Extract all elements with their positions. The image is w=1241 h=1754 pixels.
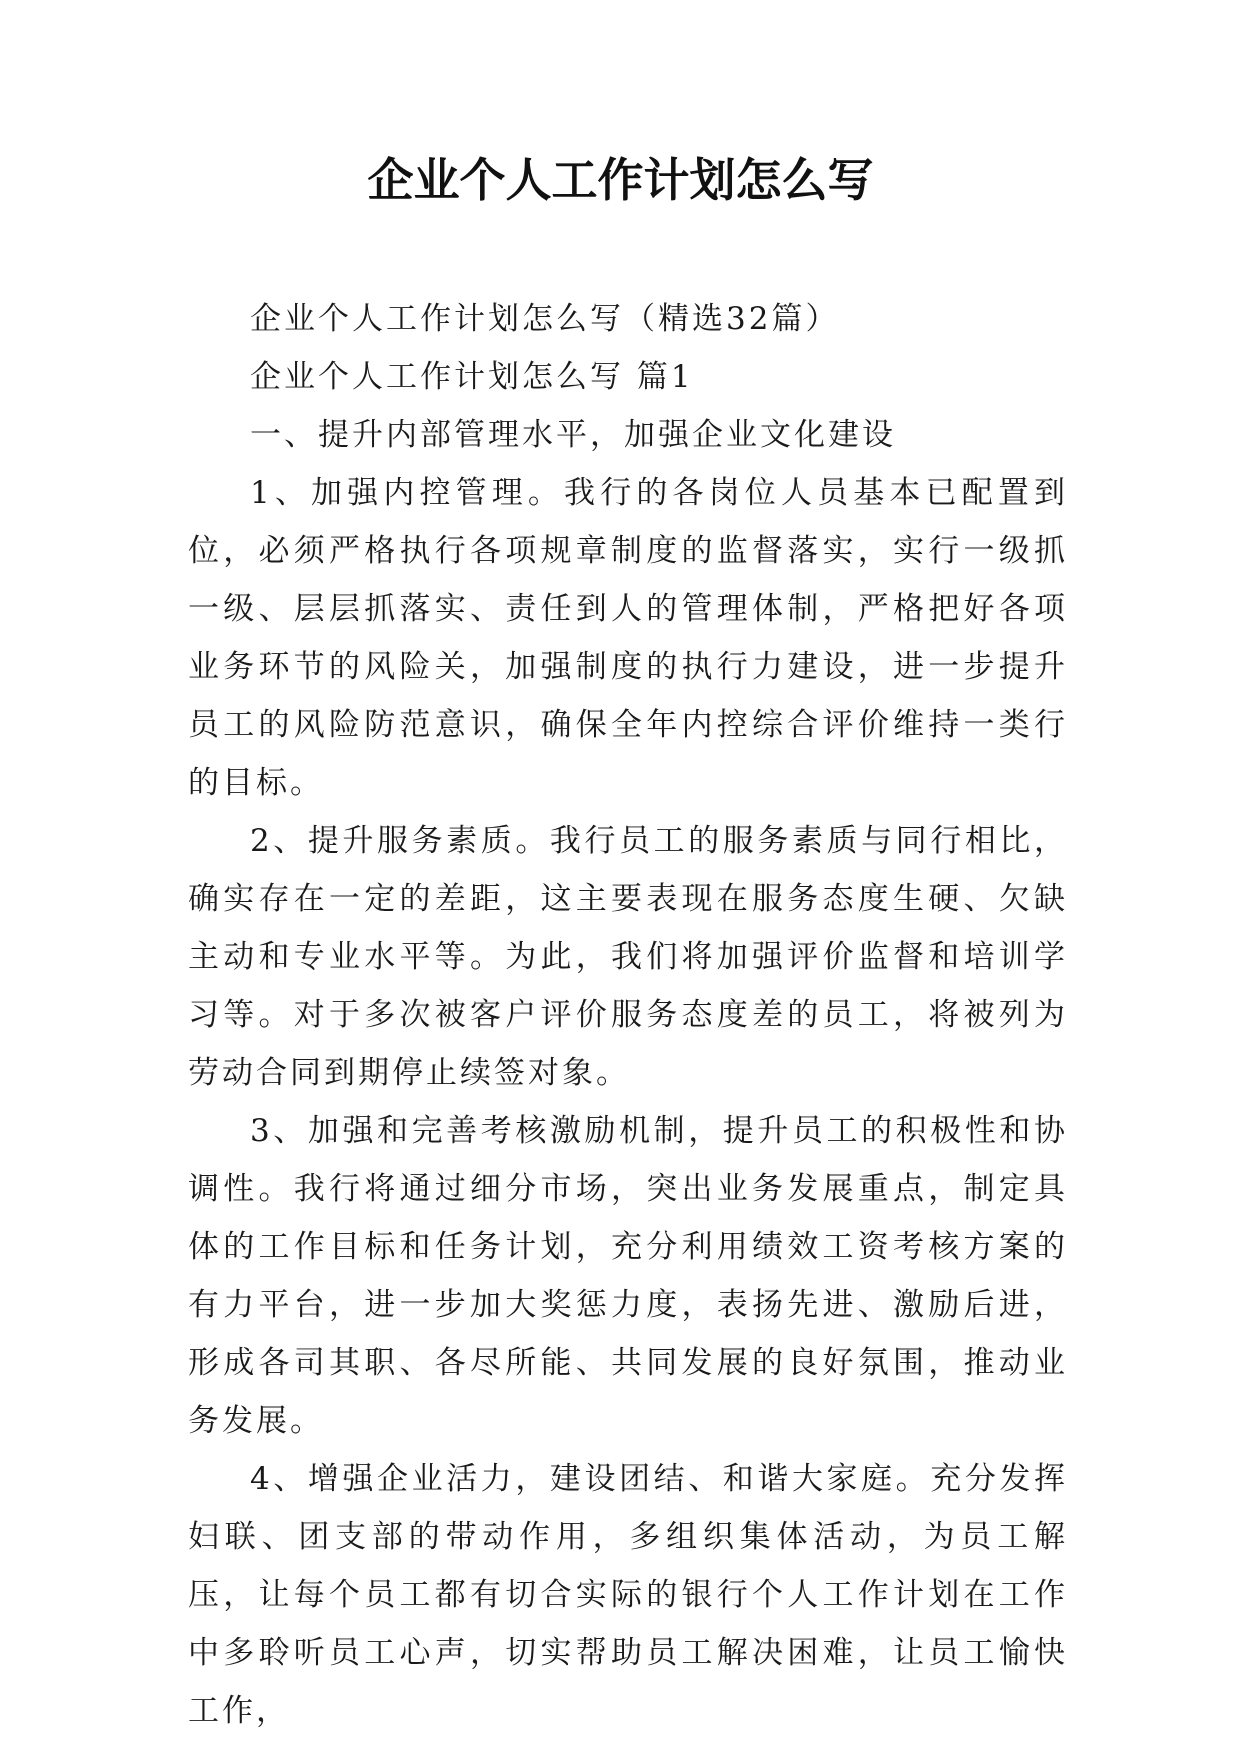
document-title: 企业个人工作计划怎么写 xyxy=(367,153,874,207)
subtitle-paragraph: 企业个人工作计划怎么写（精选32篇） xyxy=(250,301,840,337)
body-paragraph-1: 1、加强内控管理。我行的各岗位人员基本已配置到位，必须严格执行各项规章制度的监督落实，实行一级抓一级、层层抓落实、责任到人的管理体制，严格把好各项业务环节的风险关，加强制度的执行力建设，进一步提升员工的风险防范意识，确保全年内控综合评价维持一类行的目标。 xyxy=(188,475,1068,801)
body-paragraph-3: 3、加强和完善考核激励机制，提升员工的积极性和协调性。我行将通过细分市场，突出业务发展重点，制定具体的工作目标和任务计划，充分利用绩效工资考核方案的有力平台，进一步加大奖惩力度，表扬先进、激励后进，形成各司其职、各尽所能、共同发展的良好氛围，推动业务发展。 xyxy=(188,1113,1068,1439)
part-heading-paragraph: 一、提升内部管理水平，加强企业文化建设 xyxy=(250,417,896,453)
body-paragraph-2: 2、提升服务素质。我行员工的服务素质与同行相比，确实存在一定的差距，这主要表现在服务态度生硬、欠缺主动和专业水平等。为此，我们将加强评价监督和培训学习等。对于多次被客户评价服务态度差的员工，将被列为劳动合同到期停止续签对象。 xyxy=(188,823,1068,1091)
document-body xyxy=(188,290,1068,1740)
body-paragraph-4: 4、增强企业活力，建设团结、和谐大家庭。充分发挥妇联、团支部的带动作用，多组织集体活动，为员工解压，让每个员工都有切合实际的银行个人工作计划在工作中多聆听员工心声，切实帮助员工解决困难，让员工愉快工作， xyxy=(188,1461,1068,1729)
section-heading-paragraph: 企业个人工作计划怎么写 篇1 xyxy=(250,359,694,395)
